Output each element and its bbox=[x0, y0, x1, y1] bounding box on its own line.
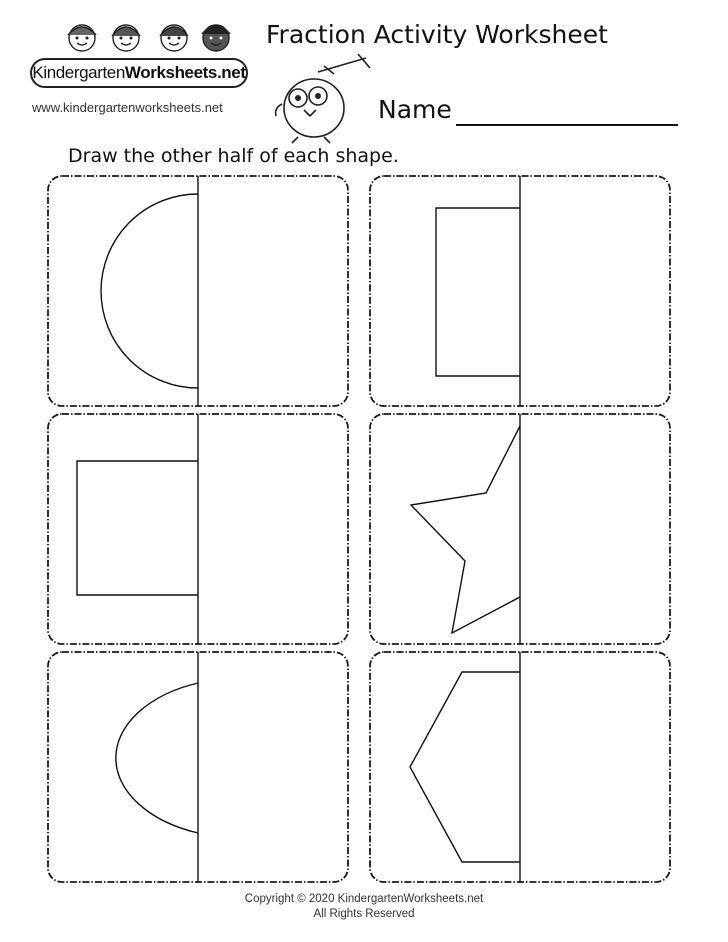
brand-part2: Worksheets.net bbox=[124, 63, 246, 82]
card-1-semicircle-shape bbox=[101, 194, 198, 388]
card-2-rectangle-shape bbox=[436, 208, 520, 376]
brand-part1: Kindergarten bbox=[32, 63, 125, 82]
card-5-half-ellipse-shape bbox=[116, 683, 198, 833]
card-2-border bbox=[370, 176, 670, 406]
copyright-text: Copyright © 2020 KindergartenWorksheets.net bbox=[244, 893, 484, 905]
card-1-border bbox=[48, 176, 348, 406]
card-6-border bbox=[370, 652, 670, 882]
bird-icon bbox=[268, 52, 378, 144]
card-6-half-hexagon-shape bbox=[410, 672, 520, 862]
brand-logo bbox=[30, 58, 248, 88]
card-4-border bbox=[370, 414, 670, 644]
website-url: www.kindergartenworksheets.net bbox=[32, 100, 223, 115]
card-4-half-star-shape bbox=[411, 426, 520, 633]
page-title: Fraction Activity Worksheet bbox=[266, 20, 608, 49]
footer bbox=[0, 892, 728, 922]
instructions: Draw the other half of each shape. bbox=[68, 145, 399, 167]
logo bbox=[30, 18, 252, 122]
card-3-border bbox=[48, 414, 348, 644]
name-field[interactable] bbox=[456, 124, 678, 126]
rights-text: All Rights Reserved bbox=[313, 908, 415, 920]
card-5-border bbox=[48, 652, 348, 882]
children-illustration bbox=[46, 18, 246, 60]
card-3-square-shape bbox=[77, 461, 198, 595]
name-label: Name bbox=[378, 95, 452, 124]
